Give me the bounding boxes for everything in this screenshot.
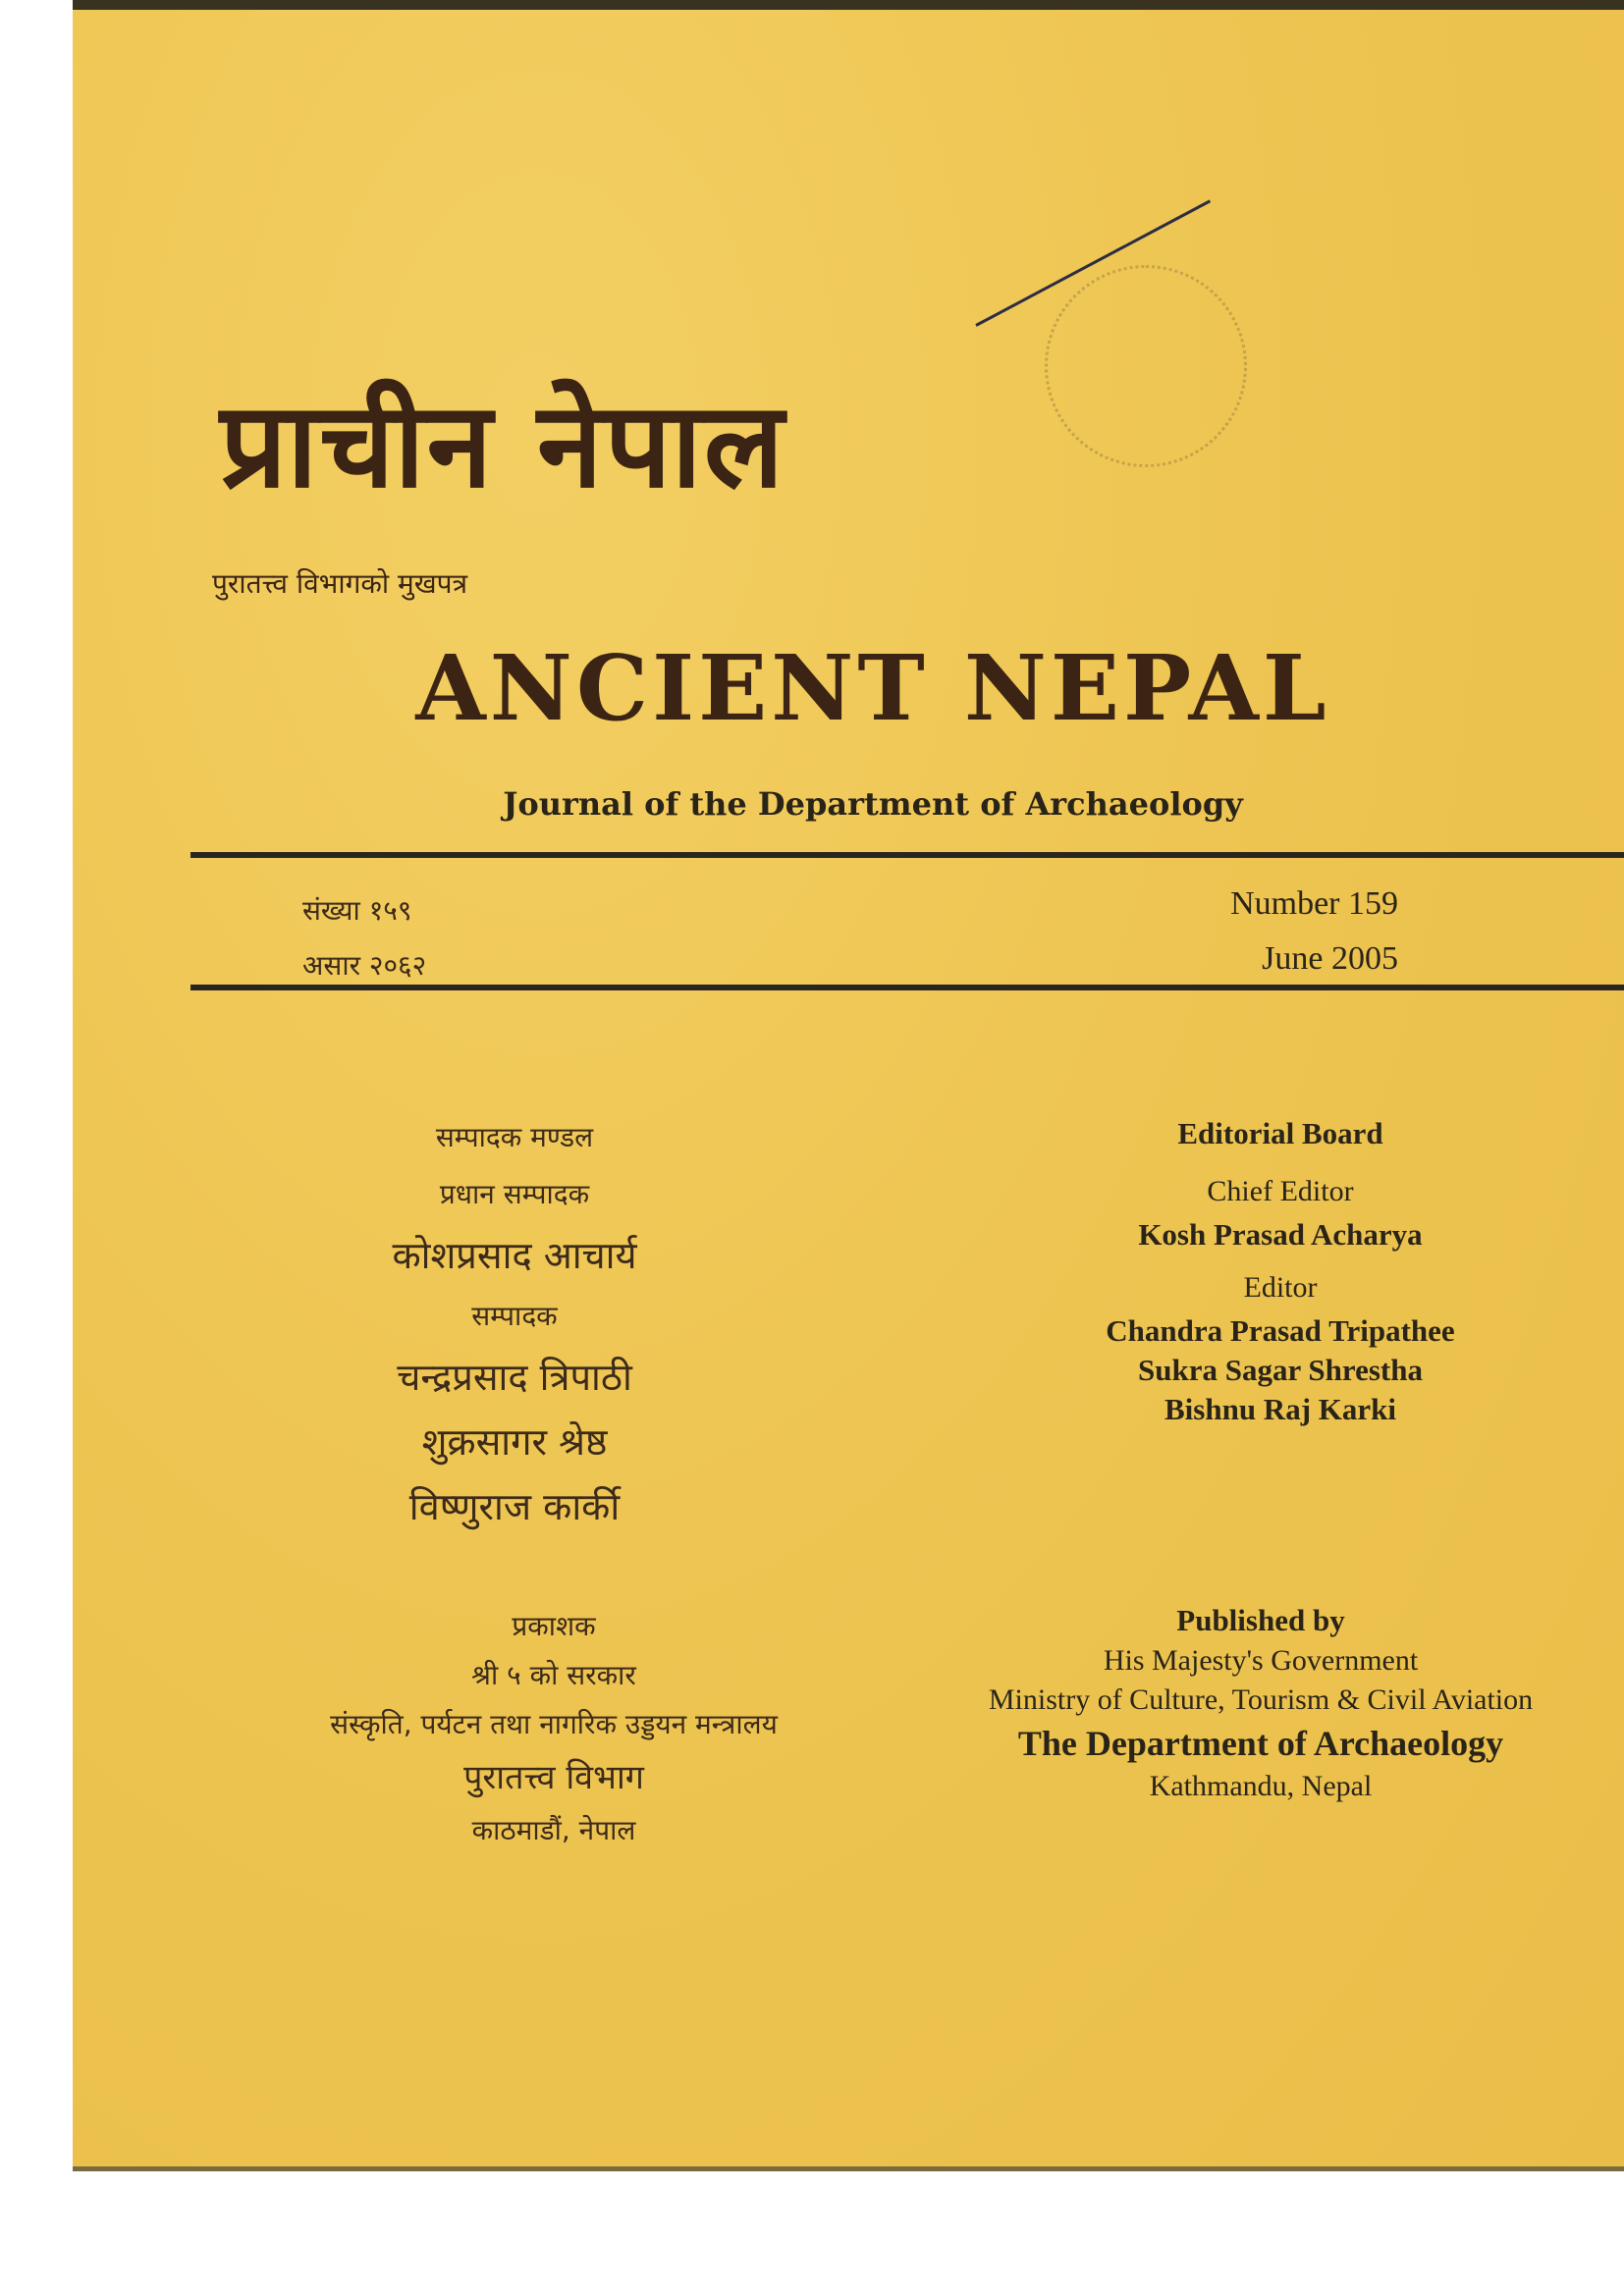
editor-name-nepali: विष्णुराज कार्की (408, 1485, 621, 1528)
publisher-line-english: Ministry of Culture, Tourism & Civil Aviation (988, 1683, 1534, 1716)
publisher-english (897, 1600, 1624, 1806)
publisher-heading-nepali: प्रकाशक (512, 1610, 596, 1642)
editorial-board-english (966, 1109, 1595, 1429)
tagline-nepali: पुरातत्त्व विभागको मुखपत्र (212, 567, 468, 600)
cover-bottom-edge (73, 2166, 1624, 2171)
issue-number-english: Number 159 (1230, 885, 1398, 922)
issue-info-nepali (302, 883, 426, 993)
editorial-heading-english: Editorial Board (1177, 1116, 1383, 1150)
editor-name-nepali: चन्द्रप्रसाद त्रिपाठी (397, 1356, 632, 1399)
bottom-rule (190, 985, 1624, 990)
chief-editor-name-nepali: कोशप्रसाद आचार्य (392, 1234, 637, 1277)
editor-label-nepali: सम्पादक (471, 1300, 558, 1332)
publisher-nepali (190, 1602, 917, 1855)
publisher-line-nepali: संस्कृति, पर्यटन तथा नागरिक उड्डयन मन्त्रालय (330, 1708, 778, 1740)
editor-name-english: Chandra Prasad Tripathee (1106, 1313, 1455, 1348)
editor-name-nepali: शुक्रसागर श्रेष्ठ (421, 1420, 608, 1464)
editorial-heading-nepali: सम्पादक मण्डल (435, 1121, 594, 1153)
publisher-heading-english: Published by (1176, 1603, 1345, 1637)
publisher-line-english: Kathmandu, Nepal (1149, 1770, 1373, 1802)
issue-date-english: June 2005 (1262, 940, 1398, 977)
title-english: ANCIENT NEPAL (415, 635, 1330, 741)
issue-info-english (1230, 877, 1398, 987)
top-rule (190, 852, 1624, 858)
editor-label-english: Editor (1243, 1271, 1318, 1304)
cover-top-edge (73, 0, 1624, 10)
journal-cover (73, 0, 1624, 2171)
editor-name-english: Bishnu Raj Karki (1164, 1392, 1396, 1426)
chief-editor-label-english: Chief Editor (1207, 1175, 1354, 1207)
issue-number-nepali: संख्या १५९ (302, 894, 412, 927)
subtitle-english: Journal of the Department of Archaeology (503, 785, 1243, 823)
publisher-line-nepali: काठमाडौं, नेपाल (471, 1814, 636, 1846)
publisher-line-nepali: श्री ५ को सरकार (471, 1659, 636, 1691)
chief-editor-label-nepali: प्रधान सम्पादक (439, 1178, 590, 1210)
ink-stamp-mark (1045, 265, 1247, 467)
chief-editor-name-english: Kosh Prasad Acharya (1138, 1217, 1423, 1252)
issue-date-nepali: असार २०६२ (302, 949, 427, 982)
editorial-board-nepali (308, 1109, 721, 1539)
publisher-line-nepali: पुरातत्त्व विभाग (463, 1758, 644, 1797)
publisher-line-english: His Majesty's Government (1103, 1644, 1419, 1677)
title-nepali: प्राचीन नेपाल (220, 378, 786, 514)
publisher-line-english: The Department of Archaeology (1017, 1724, 1504, 1763)
editor-name-english: Sukra Sagar Shrestha (1138, 1353, 1423, 1387)
